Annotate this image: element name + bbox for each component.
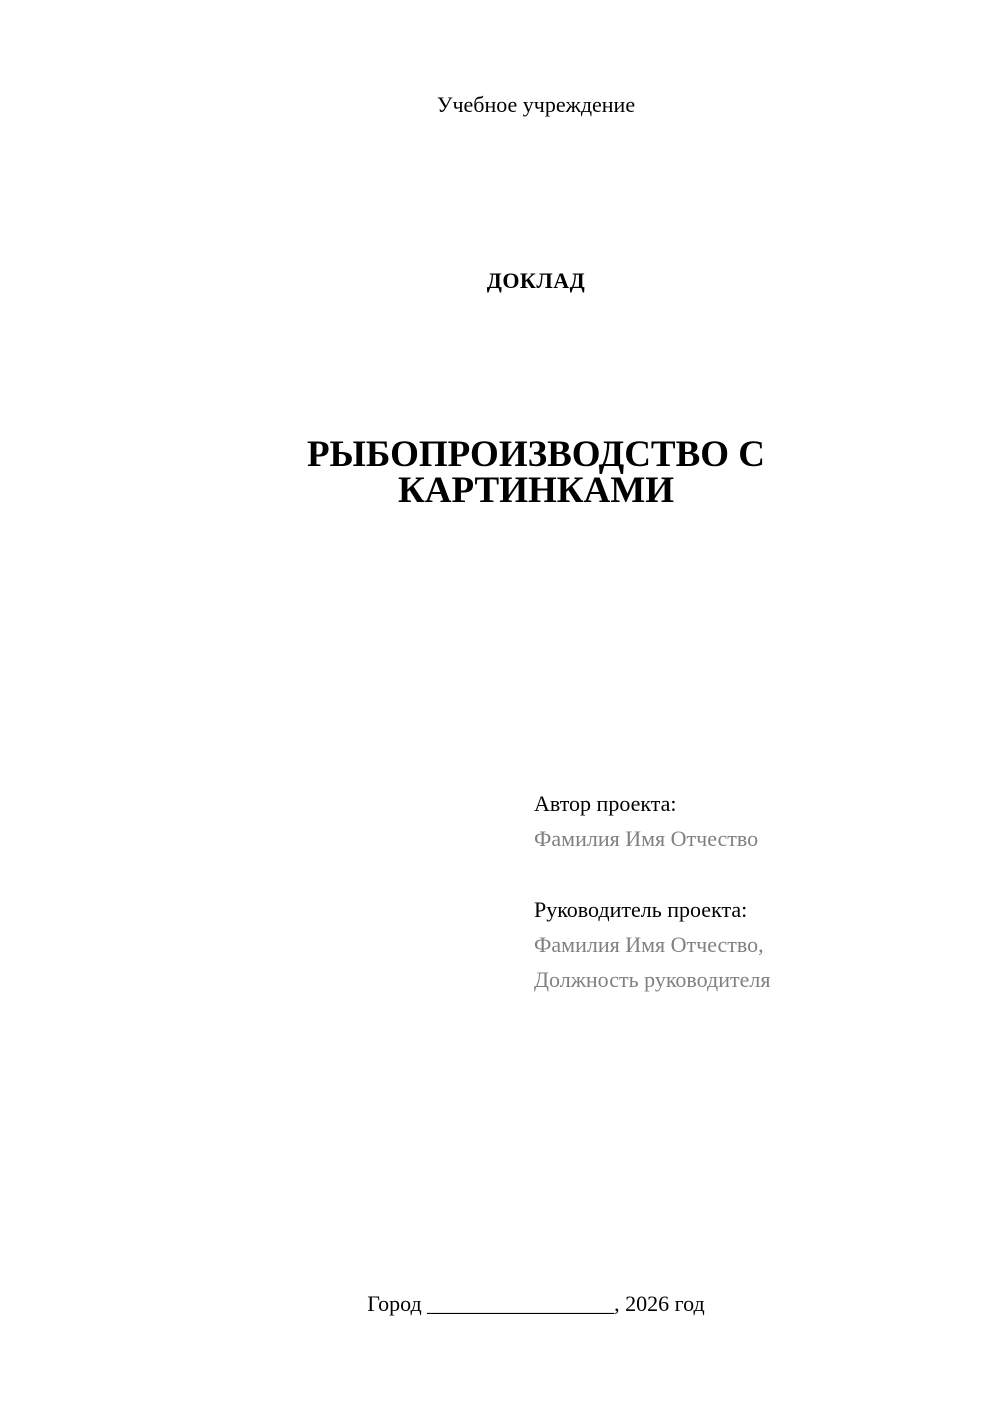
credits-block [534, 786, 974, 997]
document-title-line-1: РЫБОПРОИЗВОДСТВО С [306, 434, 766, 475]
credits-spacer [534, 856, 974, 892]
document-title [250, 434, 822, 511]
author-label: Автор проекта: [534, 791, 677, 816]
city-year-line: Город _________________, 2026 год [367, 1291, 705, 1316]
document-type: ДОКЛАД [486, 268, 586, 293]
document-title-line-2: КАРТИНКАМИ [397, 470, 675, 511]
institution-name: Учебное учреждение [436, 92, 636, 117]
supervisor-name: Фамилия Имя Отчество, [534, 932, 764, 957]
author-name: Фамилия Имя Отчество [534, 826, 759, 851]
supervisor-label: Руководитель проекта: [534, 897, 748, 922]
supervisor-position: Должность руководителя [534, 967, 771, 992]
